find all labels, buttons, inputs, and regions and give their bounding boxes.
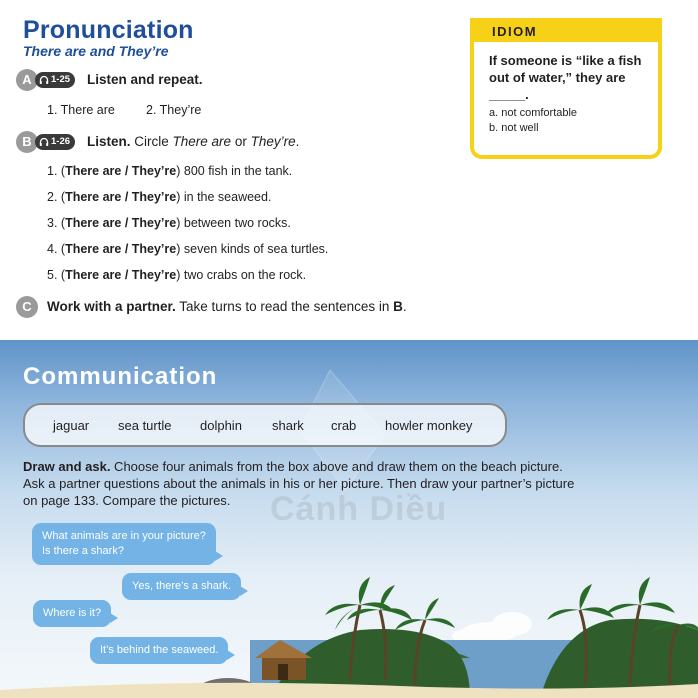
word-sea-turtle: sea turtle — [118, 418, 172, 433]
pronunciation-subtitle: There are and They’re — [23, 43, 169, 59]
pronunciation-section — [0, 0, 698, 340]
part-a-item-1: 1. There are — [47, 103, 115, 117]
item-number: 4. ( — [47, 242, 66, 256]
item-text: ) in the seaweed. — [176, 190, 272, 204]
idiom-label: IDIOM — [492, 24, 538, 39]
part-a-item-2: 2. They’re — [146, 103, 202, 117]
part-b-item-3 — [47, 216, 291, 230]
pronunciation-title: Pronunciation — [23, 16, 194, 44]
bubble-tail — [110, 613, 118, 623]
word-box — [23, 403, 507, 447]
word-crab: crab — [331, 418, 357, 433]
speech-bubble-3 — [33, 600, 111, 627]
speech-bubble-4-text: It’s behind the seaweed. — [100, 644, 219, 656]
idiom-box — [470, 18, 662, 159]
part-c-instruction-bold: Work with a partner. — [47, 299, 176, 314]
item-number: 5. ( — [47, 268, 66, 282]
part-c-instruction-ref: B — [393, 299, 403, 314]
item-choice[interactable]: There are / They’re — [65, 242, 177, 256]
part-b-instruction-italic-1: There are — [172, 134, 232, 149]
part-b-badge: B — [16, 131, 38, 153]
word-dolphin: dolphin — [200, 418, 242, 433]
item-number: 3. ( — [47, 216, 66, 230]
item-number: 1. ( — [47, 164, 66, 178]
part-b-audio-button[interactable] — [35, 134, 75, 150]
part-b-instruction — [87, 134, 299, 149]
part-c-instruction — [47, 299, 407, 314]
idiom-option-b[interactable]: b. not well — [489, 122, 539, 134]
item-text: ) between two rocks. — [176, 216, 291, 230]
idiom-question: If someone is “like a fish out of water,” they are _____. — [489, 53, 642, 102]
item-choice[interactable]: There are / They’re — [65, 216, 177, 230]
cloud-icon — [452, 612, 532, 643]
bubble-tail — [240, 586, 248, 596]
bubble-tail — [215, 551, 223, 561]
watermark-text: Cánh Diều — [270, 490, 448, 528]
part-b-instruction-bold: Listen. — [87, 134, 131, 149]
draw-and-ask-bold: Draw and ask. — [23, 459, 111, 474]
part-a-audio-button[interactable] — [35, 72, 75, 88]
speech-bubble-1 — [32, 523, 216, 565]
part-b-item-2 — [47, 190, 271, 204]
part-b-audio-track: 1-26 — [51, 136, 71, 147]
part-b-item-4 — [47, 242, 328, 256]
item-choice[interactable]: There are / They’re — [65, 164, 177, 178]
speech-bubble-2 — [122, 573, 241, 600]
item-text: ) 800 fish in the tank. — [176, 164, 293, 178]
speech-bubble-3-text: Where is it? — [43, 607, 102, 619]
part-b-item-1 — [47, 164, 292, 178]
idiom-option-a[interactable]: a. not comfortable — [489, 107, 578, 119]
part-b-item-5 — [47, 268, 306, 282]
item-choice[interactable]: There are / They’re — [65, 190, 177, 204]
communication-section — [0, 340, 698, 698]
bubble-tail — [227, 650, 235, 660]
part-a-instruction: Listen and repeat. — [87, 72, 203, 87]
part-b-instruction-end: . — [295, 134, 300, 149]
part-c-badge: C — [16, 296, 38, 318]
word-jaguar: jaguar — [53, 418, 90, 433]
draw-and-ask-text: Choose four animals from the box above and draw them on the beach picture. Ask a partner questions about the animals in his or her picture. Then draw your partner’s picture on page 133. Compare the pictures. — [23, 459, 575, 508]
part-b-instruction-text-1: Circle — [130, 134, 173, 149]
part-c-instruction-end: . — [402, 299, 407, 314]
communication-title: Communication — [23, 363, 218, 390]
idiom-header — [474, 22, 658, 42]
headphones-icon — [39, 137, 49, 147]
part-b-instruction-text-2: or — [231, 134, 251, 149]
word-shark: shark — [272, 418, 304, 433]
speech-bubble-1-line-2: Is there a shark? — [42, 545, 124, 557]
part-a-badge: A — [16, 69, 38, 91]
part-a-audio-track: 1-25 — [51, 74, 71, 85]
speech-bubble-1-line-1: What animals are in your picture? — [42, 530, 206, 542]
speech-bubble-4 — [90, 637, 228, 664]
item-text: ) seven kinds of sea turtles. — [176, 242, 329, 256]
speech-bubble-2-text: Yes, there’s a shark. — [132, 580, 232, 592]
part-b-instruction-italic-2: They’re — [250, 134, 296, 149]
item-number: 2. ( — [47, 190, 66, 204]
headphones-icon — [39, 75, 49, 85]
word-howler-monkey: howler monkey — [385, 418, 473, 433]
item-text: ) two crabs on the rock. — [176, 268, 307, 282]
item-choice[interactable]: There are / They’re — [65, 268, 177, 282]
part-c-instruction-text: Take turns to read the sentences in — [175, 299, 394, 314]
